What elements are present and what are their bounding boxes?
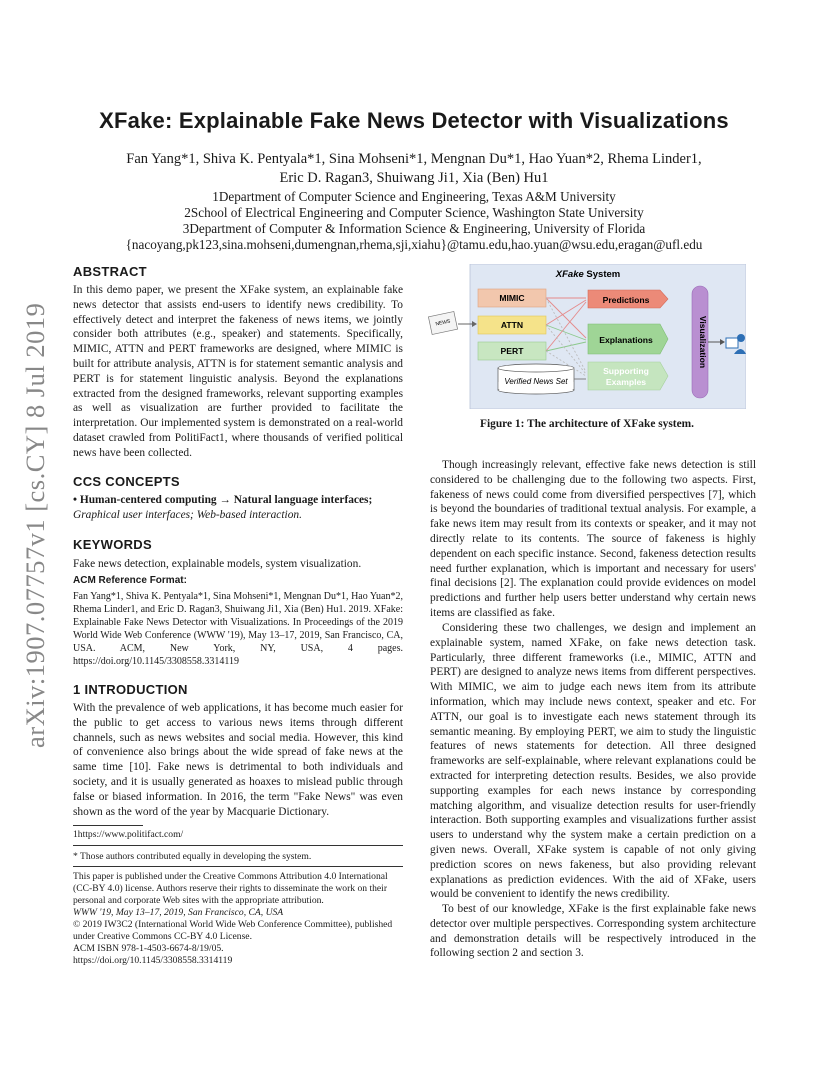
svg-text:Verified News Set: Verified News Set: [504, 377, 568, 386]
footnote-rule-2: [73, 845, 403, 846]
visualization-label: Visualization: [698, 315, 708, 369]
ccs-line-1: • Human-centered computing → Natural language interfaces;: [73, 494, 373, 506]
svg-text:NEWS: NEWS: [435, 318, 451, 328]
right-paragraph-2: [430, 621, 756, 902]
ccs-line-2: Graphical user interfaces; Web-based interaction.: [73, 509, 302, 521]
right-paragraph-2-text: Considering these two challenges, we design and implement an explainable system, named XFake, on fake news detection task. Particularly, three different frameworks (i.e., MIMIC, ATTN and PERT) are designed to analyze news items from different perspectives. With MIMIC, we aim to judge each news item from its attribute information, which may include news context, speaker and etc. For ATTN, our goal is to investigate each news statement through its semantic meaning. By employing PERT, we aim to study the linguistic features of news statements for detection. All three designed frameworks are self-explainable, where relevant explanations could be extracted for interpreting detection results. Besides, we also provide supporting examples for each news instance by corresponding matching algorithm, and visualize detection results for user-friendly interaction. Both supporting examples and visualizations further assist users to understand why the system make a certain prediction on a given news. Overall, XFake system is capable of not only giving prediction scores on news fakeness, but also providing relevant explanations as prediction evidences. With the aid of XFake, users would be convenient to identify the news credibility.: [430, 622, 756, 901]
copyright-line: © 2019 IW3C2 (International World Wide Web Conference Committee), published under Creative Commons CC-BY 4.0 License.: [73, 919, 393, 942]
intro-heading: 1 INTRODUCTION: [73, 682, 188, 697]
right-paragraph-1-text: Though increasingly relevant, effective fake news detection is still considered to be challenging due to the following two aspects. First, fakeness of news could come from diversified perspectives [7], which is beyond the boundaries of traditional textual analysis. For example, a fake news item may result from its contexts or speaker, and it may not directly relate to its contents. The source of fakeness is highly dependent on each specific instance. Second, fakeness detection results need further explanation, which is important and necessary for users' final decisions [2]. The explanation could provide evidences on model predictions and further help users better understand why certain news items are classified as fake.: [430, 459, 756, 619]
ccs-heading: CCS CONCEPTS: [73, 474, 180, 489]
intro-paragraph-1: With the prevalence of web applications, it has become much easier for the public to get access to various news items through different channels, such as news websites and social media. However, this kind of convenience also brings about the wide spread of fake news at the same time [10]. Fake news is detrimental to both individuals and society, and it is usually generated as hoaxes to mislead public through false or biased information. In 2016, the term "Fake News" was even shown as the word of the year by Macquarie Dictionary.: [73, 702, 403, 818]
footnote-1: 1https://www.politifact.com/: [73, 829, 184, 840]
acm-ref-text: Fan Yang*1, Shiva K. Pentyala*1, Sina Mohseni*1, Mengnan Du*1, Hao Yuan*2, Rhema Linder1, and Eric D. Ragan3, Shuiwang Ji1, Xia (Ben) Hu1. 2019. XFake: Explainable Fake News Detector with Visualizations. In Proceedings of the 2019 World Wide Web Conference (WWW '19), May 13–17, 2019, San Francisco, CA, USA. ACM, New York, NY, USA, 4 pages. https://doi.org/10.1145/3308558.3314119: [73, 591, 403, 667]
verified-news-set: [498, 364, 574, 394]
system-title: XFake System: [555, 269, 621, 280]
abstract-text: In this demo paper, we present the XFake system, an explainable fake news detector that assists end-users to identify news credibility. To effectively detect and interpret the fakeness of news items, we jointly consider both attributes (e.g., speaker) and statements. Specifically, MIMIC, ATTN and PERT frameworks are designed, where MIMIC is built for attribute analysis, ATTN is for statement semantic analysis and PERT is for statement linguistic analysis. Beyond the explanations extracted from the designed frameworks, relevant supporting examples as well as visualization are further provided to facilitate the interpretation. Our implemented system is demonstrated on a real-world dataset crawled from PolitiFact1, where thousands of verified political news have been collected.: [73, 284, 403, 459]
architecture-figure: [428, 264, 746, 409]
arxiv-stamp: [14, 300, 54, 760]
doi-line: https://doi.org/10.1145/3308558.3314119: [73, 955, 233, 966]
affiliation-2: 2School of Electrical Engineering and Computer Science, Washington State University: [184, 205, 644, 220]
right-paragraph-3-text: To best of our knowledge, XFake is the first explainable fake news detector over multiple perspectives. Corresponding system architecture and demonstration details will be respectively introduced in the following section 2 and section 3.: [430, 903, 756, 960]
supporting-label-2: Examples: [605, 377, 647, 387]
conference-line: WWW '19, May 13–17, 2019, San Francisco, CA, USA: [73, 907, 284, 918]
authors-line-1: Fan Yang*1, Shiva K. Pentyala*1, Sina Mohseni*1, Mengnan Du*1, Hao Yuan*2, Rhema Linder1,: [126, 151, 702, 167]
explanations-label: Explanations: [599, 335, 653, 345]
right-paragraph-3: [430, 902, 756, 961]
keywords-text: Fake news detection, explainable models, system visualization.: [73, 558, 362, 570]
license-rule: [73, 866, 403, 867]
authors-line-2: Eric D. Ragan3, Shuiwang Ji1, Xia (Ben) Hu1: [279, 170, 549, 186]
keywords-heading: KEYWORDS: [73, 537, 152, 552]
affiliation-3: 3Department of Computer & Information Science & Engineering, University of Florida: [182, 221, 646, 236]
mimic-label: MIMIC: [499, 293, 525, 303]
paper-title: XFake: Explainable Fake News Detector with Visualizations: [99, 108, 729, 133]
architecture-diagram: [428, 264, 746, 409]
predictions-label: Predictions: [602, 295, 650, 305]
figure-caption: Figure 1: The architecture of XFake system.: [480, 418, 694, 430]
right-paragraph-1: [430, 458, 756, 621]
affiliation-1: 1Department of Computer Science and Engineering, Texas A&M University: [212, 189, 616, 204]
footnote-star: * Those authors contributed equally in developing the system.: [73, 851, 312, 862]
arxiv-id: arXiv:1907.07757v1 [cs.CY] 8 Jul 2019: [20, 302, 50, 748]
license-text: This paper is published under the Creative Commons Attribution 4.0 International (CC-BY 4.0) license. Authors reserve their rights to disseminate the work on their personal and corporate Web sites with the appropriate attribution.: [73, 871, 388, 906]
abstract-heading: ABSTRACT: [73, 264, 147, 279]
isbn-line: ACM ISBN 978-1-4503-6674-8/19/05.: [73, 943, 224, 954]
pert-label: PERT: [500, 346, 524, 356]
footnote-rule: [73, 825, 143, 826]
attn-label: ATTN: [500, 320, 524, 330]
supporting-label-1: Supporting: [603, 366, 649, 376]
emails: {nacoyang,pk123,sina.mohseni,dumengnan,rhema,sji,xiahu}@tamu.edu,hao.yuan@wsu.edu,eragan@ufl.edu: [125, 237, 703, 252]
acm-ref-heading: ACM Reference Format:: [73, 575, 187, 586]
